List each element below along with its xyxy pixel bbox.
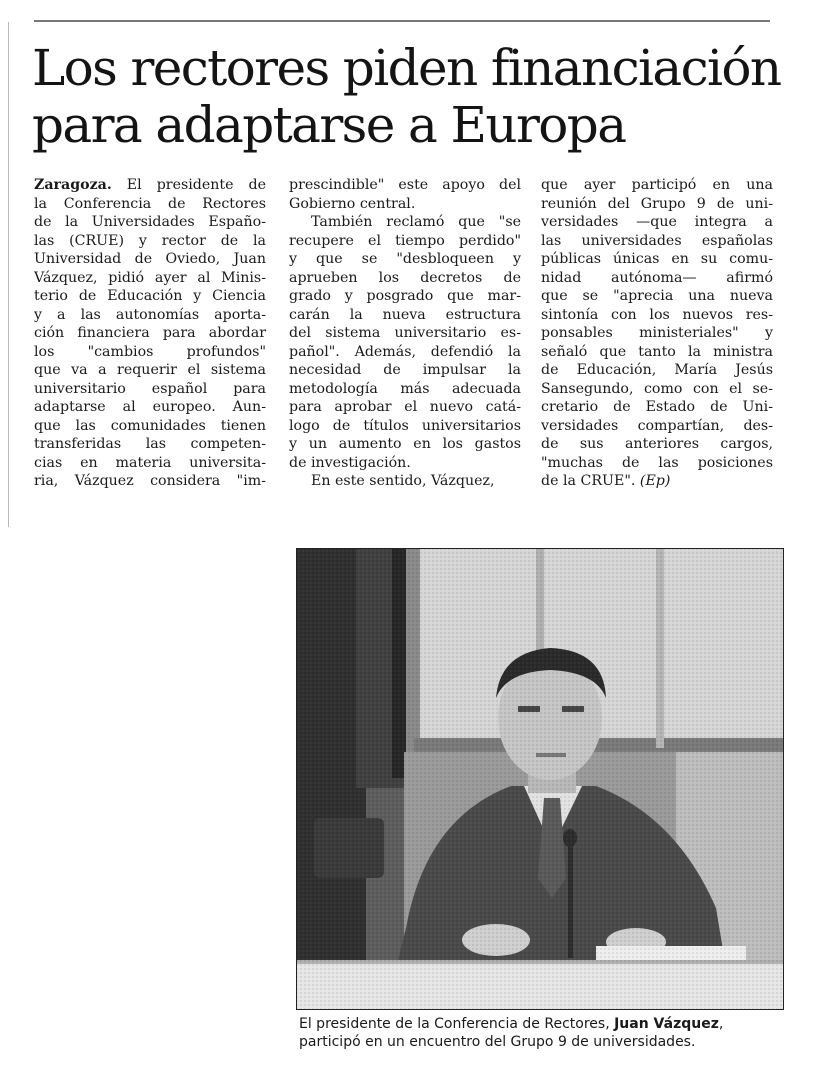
article-line: versidades compartían, des- bbox=[541, 417, 773, 434]
article-line: de investigación. bbox=[289, 454, 411, 471]
article-line: cretario de Estado de Uni- bbox=[541, 399, 773, 415]
article-line: señaló que tanto la ministra bbox=[541, 343, 773, 360]
headline-line-1: Los rectores piden financiación bbox=[32, 39, 781, 97]
article-line: que se "aprecia una nueva bbox=[541, 288, 773, 304]
article-line: reunión del Grupo 9 de uni- bbox=[541, 195, 773, 212]
headline bbox=[32, 40, 792, 154]
article-line: de sus anteriores cargos, bbox=[541, 436, 773, 452]
article-line: metodología más adecuada bbox=[289, 380, 521, 397]
article-column-1 bbox=[34, 176, 266, 491]
article-line: que ayer participó en una bbox=[541, 177, 773, 193]
article-line: necesidad de impulsar la bbox=[289, 362, 521, 378]
article-line: del sistema universitario es- bbox=[289, 325, 521, 341]
dateline: Zaragoza. bbox=[34, 177, 112, 193]
caption-line-2: participó en un encuentro del Grupo 9 de universidades. bbox=[299, 1034, 696, 1050]
article-line: las universidades españolas bbox=[541, 232, 773, 249]
article-line: ción financiera para abordar bbox=[34, 325, 266, 341]
caption-line-1: El presidente de la Conferencia de Rectores, Juan Vázquez, bbox=[299, 1016, 724, 1032]
article-line: ria, Vázquez considera "im- bbox=[34, 473, 266, 489]
article-line: "muchas de las posiciones bbox=[541, 454, 773, 471]
article-line: y a las autonomías aporta- bbox=[34, 306, 266, 323]
article-line: recupere el tiempo perdido" bbox=[289, 232, 521, 249]
article-line: las (CRUE) y rector de la bbox=[34, 232, 266, 249]
article-line: pañol". Además, defendió la bbox=[289, 343, 521, 360]
photo-caption bbox=[299, 1015, 789, 1051]
article-line: También reclamó que "se bbox=[311, 214, 521, 230]
article-line: aprueben los decretos de bbox=[289, 269, 521, 286]
article-line: universitario español para bbox=[34, 380, 266, 397]
article-line: En este sentido, Vázquez, bbox=[311, 473, 495, 489]
article-column-3 bbox=[541, 176, 773, 491]
article-line: prescindible" este apoyo del bbox=[289, 177, 521, 193]
press-photo bbox=[296, 548, 784, 1010]
article-line: de la CRUE". (Ep) bbox=[541, 473, 671, 489]
article-line: los "cambios profundos" bbox=[34, 343, 266, 360]
article-line: Gobierno central. bbox=[289, 195, 416, 212]
article-line: que va a requerir el sistema bbox=[34, 362, 266, 378]
news-agency-signature: (Ep) bbox=[639, 473, 671, 489]
article-line: que las comunidades tienen bbox=[34, 417, 266, 434]
article-line: ponsables ministeriales" y bbox=[541, 325, 773, 341]
article-line: para aprobar el nuevo catá- bbox=[289, 399, 521, 415]
article-line: Vázquez, pidió ayer al Minis- bbox=[34, 269, 266, 286]
article-line: y un aumento en los gastos bbox=[289, 436, 521, 452]
article-line: de Educación, María Jesús bbox=[541, 362, 773, 378]
headline-line-2: para adaptarse a Europa bbox=[32, 96, 626, 154]
article-line: Sansegundo, como con el se- bbox=[541, 380, 773, 397]
article-line: versidades —que integra a bbox=[541, 214, 773, 230]
article-line: de la Universidades Españo- bbox=[34, 214, 266, 230]
article-line: transferidas las competen- bbox=[34, 436, 266, 452]
article-line: grado y posgrado que mar- bbox=[289, 288, 521, 304]
article-line: adaptarse al europeo. Aun- bbox=[34, 399, 266, 415]
article-line: carán la nueva estructura bbox=[289, 306, 521, 323]
article-line: sintonía con los nuevos res- bbox=[541, 306, 773, 323]
article-line: logo de títulos universitarios bbox=[289, 417, 521, 434]
article-line: cias en materia universita- bbox=[34, 454, 266, 471]
article-line: Zaragoza. El presidente de bbox=[34, 177, 266, 193]
article-line: la Conferencia de Rectores bbox=[34, 195, 266, 212]
article-line: terio de Educación y Ciencia bbox=[34, 288, 266, 304]
column-rule bbox=[8, 22, 9, 527]
article-line: y que se "desbloqueen y bbox=[289, 251, 521, 267]
caption-name: Juan Vázquez bbox=[614, 1016, 719, 1032]
press-photo-illustration bbox=[296, 548, 784, 1010]
article-column-2 bbox=[289, 176, 521, 491]
article-line: nidad autónoma— afirmó bbox=[541, 269, 773, 286]
article-line: públicas únicas en su comu- bbox=[541, 251, 773, 267]
article-line: Universidad de Oviedo, Juan bbox=[34, 251, 266, 267]
top-rule bbox=[34, 20, 770, 22]
